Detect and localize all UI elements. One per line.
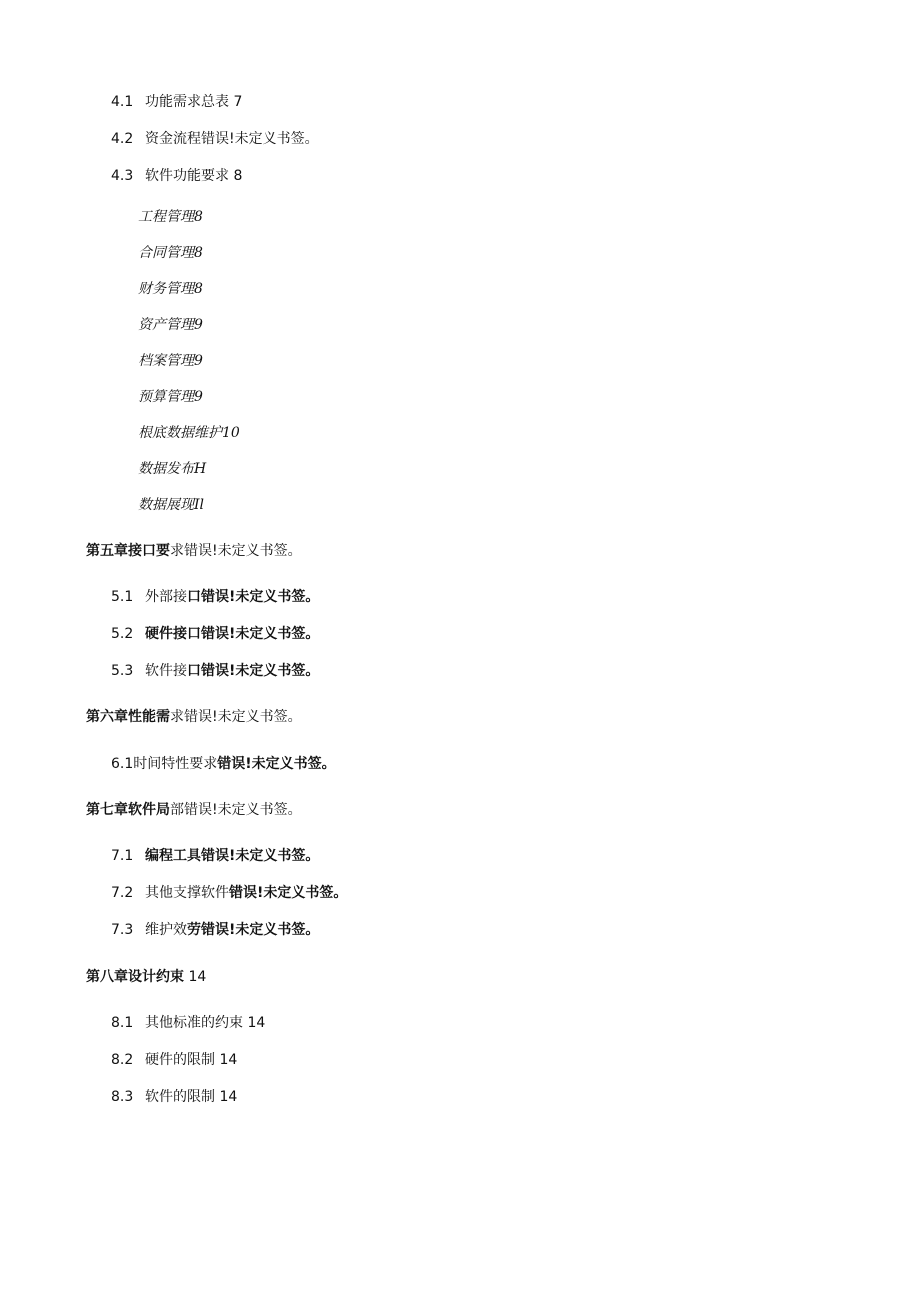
section-title-rest: 口错误!未定义书签。: [187, 589, 320, 605]
chapter-title: 第七章软件局: [86, 802, 170, 818]
toc-entry-8-3[interactable]: [111, 1087, 237, 1107]
toc-subentry[interactable]: 根底数据维护10: [138, 425, 240, 441]
section-title-rest: 错误!未定义书签。: [217, 756, 336, 772]
toc-subentry[interactable]: 工程管理8: [138, 209, 203, 225]
section-title: 硬件的限制 14: [145, 1052, 238, 1068]
chapter-title: 第六章性能需: [86, 709, 170, 725]
toc-entry-4-2[interactable]: [111, 129, 319, 149]
toc-subentry[interactable]: 数据发布H: [138, 461, 207, 477]
section-title: 软件接: [145, 663, 187, 679]
section-number: 4.1: [111, 94, 134, 110]
section-title: 资金流程错误!未定义书签。: [145, 131, 319, 147]
section-title: 软件功能要求 8: [145, 168, 243, 184]
section-title: 功能需求总表 7: [145, 94, 243, 110]
toc-subentry[interactable]: 财务管理8: [138, 281, 203, 297]
chapter-page: 14: [184, 969, 207, 985]
section-title: 其他支撑软件: [145, 885, 229, 901]
section-title: 维护效: [145, 922, 187, 938]
section-number: 8.1: [111, 1015, 134, 1031]
section-title: 编程工具错误!未定义书签。: [145, 848, 320, 864]
toc-entry-8-1[interactable]: [111, 1013, 265, 1033]
toc-entry-8-2[interactable]: [111, 1050, 237, 1070]
section-number: 6.1: [111, 756, 134, 772]
section-title-rest: 口错误!未定义书签。: [187, 663, 320, 679]
toc-entry-6-1[interactable]: [111, 754, 336, 774]
toc-chapter-7[interactable]: [86, 800, 302, 820]
section-number: 4.3: [111, 168, 134, 184]
toc-entry-4-3[interactable]: [111, 166, 242, 186]
section-title: 硬件接口错误!未定义书签。: [145, 626, 320, 642]
section-number: 5.3: [111, 663, 134, 679]
toc-chapter-5[interactable]: [86, 541, 302, 561]
section-title-rest: 错误!未定义书签。: [229, 885, 348, 901]
toc-entry-7-3[interactable]: [111, 920, 319, 940]
toc-entry-7-1[interactable]: [111, 846, 319, 866]
section-number: 7.1: [111, 848, 134, 864]
toc-entry-5-2[interactable]: [111, 624, 319, 644]
section-title: 其他标准的约束 14: [145, 1015, 266, 1031]
section-title: 软件的限制 14: [145, 1089, 238, 1105]
toc-entry-5-1[interactable]: [111, 587, 319, 607]
toc-chapter-8[interactable]: [86, 967, 206, 987]
section-number: 7.3: [111, 922, 134, 938]
toc-entry-5-3[interactable]: [111, 661, 319, 681]
section-title: 外部接: [145, 589, 187, 605]
toc-subentry[interactable]: 数据展现Il: [138, 497, 205, 513]
section-title: 时间特性要求: [133, 756, 218, 772]
toc-subentry[interactable]: 资产管理9: [138, 317, 203, 333]
toc-chapter-6[interactable]: [86, 707, 302, 727]
section-number: 8.3: [111, 1089, 134, 1105]
toc-subentry[interactable]: 档案管理9: [138, 353, 203, 369]
section-number: 5.2: [111, 626, 134, 642]
chapter-title: 第八章设计约束: [86, 969, 184, 985]
section-title-rest: 劳错误!未定义书签。: [187, 922, 320, 938]
chapter-title-rest: 求错误!未定义书签。: [170, 543, 302, 559]
chapter-title: 第五章接口要: [86, 543, 170, 559]
chapter-title-rest: 求错误!未定义书签。: [170, 709, 302, 725]
section-number: 8.2: [111, 1052, 134, 1068]
section-number: 5.1: [111, 589, 134, 605]
section-number: 7.2: [111, 885, 134, 901]
toc-subentry[interactable]: 预算管理9: [138, 389, 203, 405]
chapter-title-rest: 部错误!未定义书签。: [170, 802, 302, 818]
toc-entry-7-2[interactable]: [111, 883, 347, 903]
toc-subentry[interactable]: 合同管理8: [138, 245, 203, 261]
section-number: 4.2: [111, 131, 134, 147]
toc-entry-4-1[interactable]: [111, 92, 242, 112]
